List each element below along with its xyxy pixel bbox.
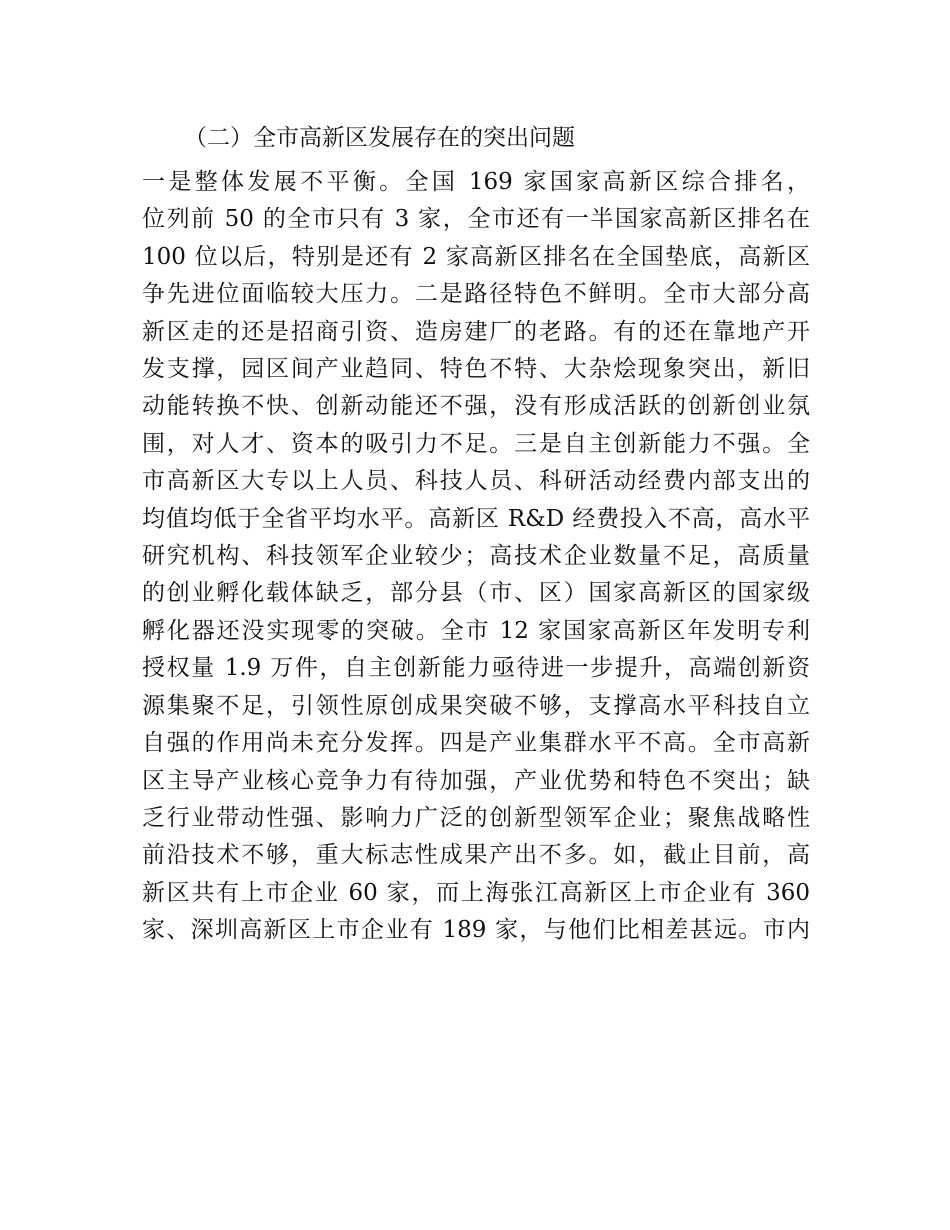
text-line: 源集聚不足，引领性原创成果突破不够，支撑高水平科技自立 [142, 692, 810, 719]
text-line: 新区共有上市企业 60 家，而上海张江高新区上市企业有 360 [142, 879, 810, 906]
text-line: 前沿技术不够，重大标志性成果产出不多。如，截止目前，高 [142, 842, 810, 869]
text-line: 的创业孵化载体缺乏，部分县（市、区）国家高新区的国家级 [142, 580, 810, 607]
text-line: 100 位以后，特别是还有 2 家高新区排名在全国垫底，高新区 [142, 243, 810, 270]
text-line: 授权量 1.9 万件，自主创新能力亟待进一步提升，高端创新资 [142, 655, 810, 682]
text-line: 研究机构、科技领军企业较少；高技术企业数量不足，高质量 [142, 543, 810, 570]
text-line: 均值均低于全省平均水平。高新区 R&D 经费投入不高，高水平 [142, 505, 810, 532]
section-heading: （二）全市高新区发展存在的突出问题 [184, 125, 575, 151]
text-line: 位列前 50 的全市只有 3 家，全市还有一半国家高新区排名在 [142, 206, 810, 233]
text-line: 新区走的还是招商引资、造房建厂的老路。有的还在靠地产开 [142, 318, 810, 345]
text-line: 孵化器还没实现零的突破。全市 12 家国家高新区年发明专利 [142, 617, 810, 644]
text-line: 区主导产业核心竞争力有待加强，产业优势和特色不突出；缺 [142, 767, 810, 794]
text-line: 家、深圳高新区上市企业有 189 家，与他们比相差甚远。市内 [142, 917, 810, 944]
text-line: 发支撑，园区间产业趋同、特色不特、大杂烩现象突出，新旧 [142, 356, 810, 383]
text-line: 一是整体发展不平衡。全国 169 家国家高新区综合排名， [142, 169, 810, 195]
text-line: 争先进位面临较大压力。二是路径特色不鲜明。全市大部分高 [142, 281, 810, 308]
text-line: 围，对人才、资本的吸引力不足。三是自主创新能力不强。全 [142, 430, 810, 457]
text-line: 自强的作用尚未充分发挥。四是产业集群水平不高。全市高新 [142, 730, 810, 757]
text-line: 市高新区大专以上人员、科技人员、科研活动经费内部支出的 [142, 468, 810, 495]
text-line: 乏行业带动性强、影响力广泛的创新型领军企业；聚焦战略性 [142, 804, 810, 831]
body-paragraph [142, 164, 810, 950]
text-line: 动能转换不快、创新动能还不强，没有形成活跃的创新创业氛 [142, 393, 810, 420]
